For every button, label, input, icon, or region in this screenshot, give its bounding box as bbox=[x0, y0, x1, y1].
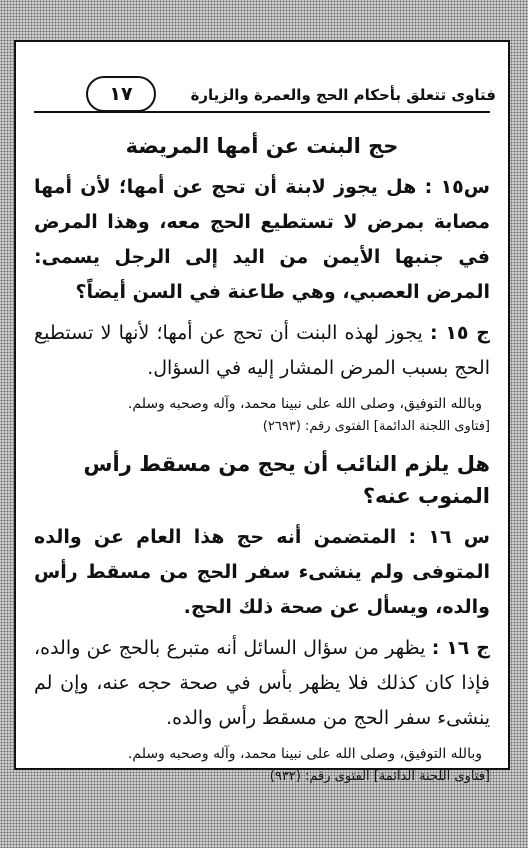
answer-text: يظهر من سؤال السائل أنه متبرع بالحج عن والده، فإذا كان كذلك فلا يظهر بأس في صحة حجه عنه، وإن لم ينشىء سفر الحج من مسقط رأس والده. bbox=[34, 637, 490, 729]
closing-line: وبالله التوفيق، وصلى الله على نبينا محمد، وآله وصحبه وسلم. bbox=[127, 396, 482, 412]
answer-paragraph bbox=[34, 631, 490, 736]
question-paragraph bbox=[34, 520, 490, 625]
page-content bbox=[34, 120, 490, 792]
answer-label: ج ١٦ : bbox=[431, 637, 490, 659]
question-text: المتضمن أنه حج هذا العام عن والده المتوفى ولم ينشىء سفر الحج من مسقط رأس والده، ويسأل عن صحة ذلك الحج. bbox=[34, 526, 490, 618]
answer-label: ج ١٥ : bbox=[429, 322, 490, 344]
answer-paragraph bbox=[34, 316, 490, 386]
page-number: ١٧ bbox=[86, 76, 156, 112]
answer-text: يجوز لهذه البنت أن تحج عن أمها؛ لأنها لا تستطيع الحج بسبب المرض المشار إليه في السؤال. bbox=[34, 322, 490, 379]
fatwa-reference: [فتاوى اللجنة الدائمة] الفتوى رقم: (٢٦٩٣) bbox=[262, 419, 490, 434]
fatwa-reference: [فتاوى اللجنة الدائمة] الفتوى رقم: (٩٣٢) bbox=[269, 769, 490, 784]
closing-line: وبالله التوفيق، وصلى الله على نبينا محمد، وآله وصحبه وسلم. bbox=[127, 746, 482, 762]
page-header bbox=[16, 42, 508, 104]
question-text: هل يجوز لابنة أن تحج عن أمها؛ لأن أمها مصابة بمرض لا تستطيع الحج معه، وهذا المرض في جنبها الأيمن من اليد إلى الرجل يسمى: المرض العصبي، وهي طاعنة في السن أيضاً؟ bbox=[34, 176, 490, 303]
question-paragraph bbox=[34, 170, 490, 310]
header-rule bbox=[34, 111, 490, 113]
running-title: فتاوى تتعلق بأحكام الحج والعمرة والزيارة bbox=[190, 86, 496, 104]
section-title: هل يلزم النائب أن يحج من مسقط رأس المنوب عنه؟ bbox=[83, 452, 490, 508]
book-page bbox=[14, 40, 510, 784]
fatwa-section-1 bbox=[34, 130, 490, 438]
section-title: حج البنت عن أمها المريضة bbox=[125, 134, 399, 158]
question-label: س ١٦ : bbox=[408, 526, 490, 548]
question-label: س١٥ : bbox=[424, 176, 490, 198]
fatwa-section-2 bbox=[34, 448, 490, 788]
